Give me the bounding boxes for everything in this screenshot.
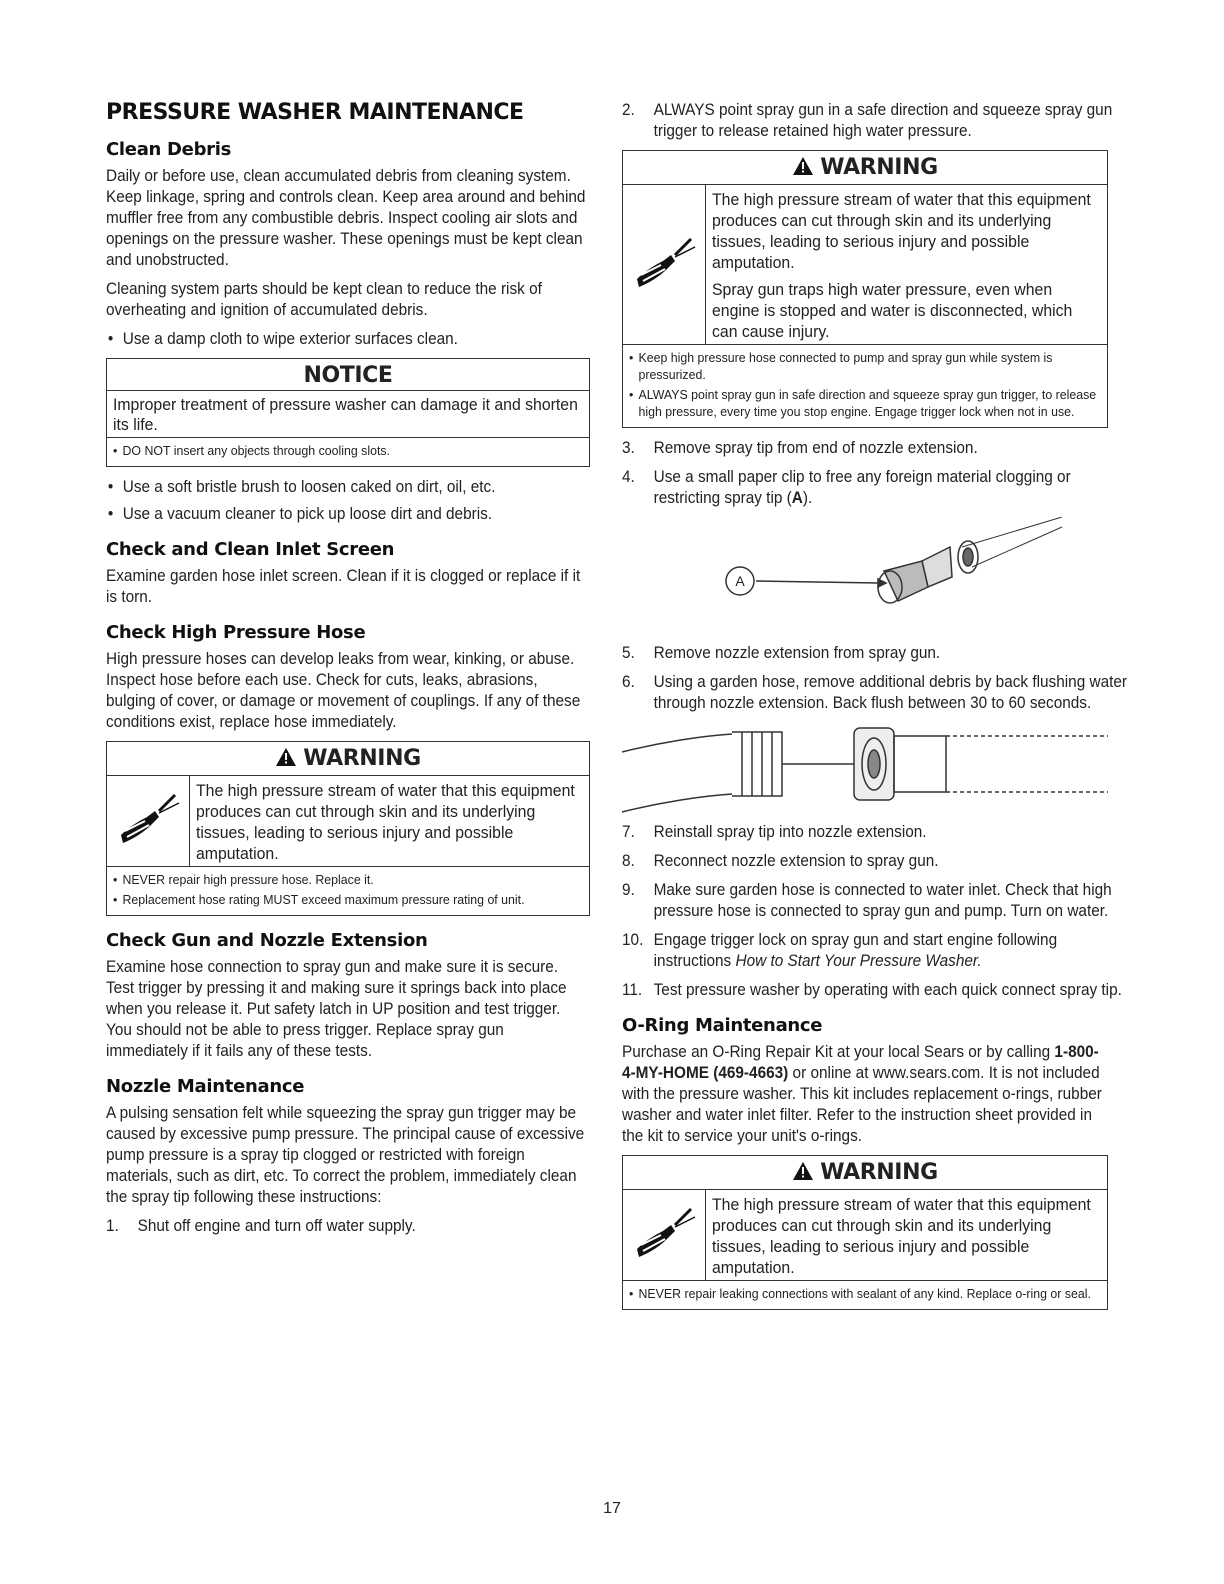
paragraph: Cleaning system parts should be kept clean to reduce the risk of overheating and ignition of accumulated debris. [106, 280, 542, 319]
step-item: 2. ALWAYS point spray gun in a safe direction and squeeze spray gun trigger to release retained high water pressure. [622, 101, 1113, 140]
list-item: • Use a soft bristle brush to loosen caked on dirt, oil, etc. [106, 477, 604, 498]
injection-hazard-icon [623, 1190, 706, 1280]
hose-connection-illustration [622, 722, 1108, 822]
step-list [622, 100, 1113, 142]
spray-tip-illustration [622, 517, 1108, 643]
paragraph: Purchase an O-Ring Repair Kit at your local Sears or by calling 1-800-4-MY-HOME (469-4663) or online at www.sears.com. It is not included with the pressure washer. This kit includes replacement o-rings, rubber washer and water inlet filter. Refer to the instruction sheet provided in the kit to service your unit's o-rings. [622, 1043, 1102, 1145]
heading-inlet-screen: Check and Clean Inlet Screen [106, 539, 395, 560]
step-item: 5. Remove nozzle extension from spray gun. [622, 644, 941, 662]
warning-text: The high pressure stream of water that this equipment produces can cut through skin and its underlying tissues, leading to serious injury and possible amputation. [712, 190, 1091, 272]
page-title: PRESSURE WASHER MAINTENANCE [106, 100, 524, 125]
notice-item: • DO NOT insert any objects through cooling slots. [113, 442, 591, 459]
step-item: 11. Test pressure washer by operating with each quick connect spray tip. [622, 981, 1122, 999]
warning-item: • NEVER repair leaking connections with sealant of any kind. Replace o-ring or seal. [629, 1285, 1109, 1302]
warning-header: WARNING [820, 155, 938, 180]
warning-header: WARNING [820, 1160, 938, 1185]
page-number: 17 [603, 1500, 621, 1517]
notice-header: NOTICE [107, 359, 589, 391]
list-item: • Use a vacuum cleaner to pick up loose dirt and debris. [106, 504, 604, 525]
warning-box [106, 741, 590, 916]
injection-hazard-icon [623, 185, 706, 344]
warning-text: The high pressure stream of water that this equipment produces can cut through skin and its underlying tissues, leading to serious injury and possible amputation. [196, 781, 575, 863]
notice-box [106, 358, 590, 467]
paragraph: A pulsing sensation felt while squeezing the spray gun trigger may be caused by excessive pump pressure. The principal cause of excessive pump pressure is a spray tip clogged or restricted with foreign materials, such as dirt, etc. To correct the problem, immediately clean the spray tip following these instructions: [106, 1104, 585, 1206]
warning-text: The high pressure stream of water that this equipment produces can cut through skin and its underlying tissues, leading to serious injury and possible amputation. [712, 1195, 1091, 1277]
paragraph: Examine garden hose inlet screen. Clean if it is clogged or replace if it is torn. [106, 567, 581, 606]
spray-tip-figure [622, 517, 1108, 643]
warning-text: Spray gun traps high water pressure, even when engine is stopped and water is disconnected, which can cause injury. [712, 280, 1073, 341]
paragraph: High pressure hoses can develop leaks from wear, kinking, or abuse. Inspect hose before each use. Check for cuts, leaks, abrasions, bulging of cover, or damage or movement of couplings. If any of these conditions exist, replace hose immediately. [106, 650, 581, 731]
bullet-list [106, 477, 590, 525]
step-item: 4. Use a small paper clip to free any foreign material clogging or restricting spray tip (A). [622, 468, 1071, 507]
list-item: • Use a damp cloth to wipe exterior surfaces clean. [106, 329, 604, 350]
bullet-list [106, 329, 590, 350]
heading-gun-nozzle: Check Gun and Nozzle Extension [106, 930, 428, 951]
step-list [622, 822, 1122, 1001]
warning-item: • NEVER repair high pressure hose. Replace it. [113, 871, 591, 888]
step-list [622, 438, 1108, 509]
step-item: 10. Engage trigger lock on spray gun and start engine following instructions How to Start Your Pressure Washer. [622, 931, 1058, 970]
callout-label: A [735, 573, 745, 589]
right-column [622, 100, 1128, 1320]
paragraph: Daily or before use, clean accumulated debris from cleaning system. Keep linkage, spring and controls clean. Keep area around and behind muffler free from any combustible debris. Inspect cooling air slots and openings on the pressure washer. These openings must be kept clean and unobstructed. [106, 167, 586, 269]
left-column [106, 100, 590, 1245]
injection-hazard-icon [107, 776, 190, 866]
warning-header: WARNING [303, 746, 421, 771]
step-item: 7. Reinstall spray tip into nozzle extension. [622, 823, 927, 841]
warning-triangle-icon [275, 747, 297, 773]
heading-clean-debris: Clean Debris [106, 139, 232, 160]
step-item: 8. Reconnect nozzle extension to spray gun. [622, 852, 939, 870]
paragraph: Examine hose connection to spray gun and make sure it is secure. Test trigger by pressing it and making sure it springs back into place when you release it. Put safety latch in UP position and test trigger. You should not be able to press trigger. Replace spray gun immediately if it fails any of these tests. [106, 958, 567, 1060]
step-item: 9. Make sure garden hose is connected to water inlet. Check that high pressure hose is connected to spray gun and pump. Turn on water. [622, 881, 1112, 920]
heading-nozzle-maintenance: Nozzle Maintenance [106, 1076, 305, 1097]
warning-triangle-icon [792, 1161, 814, 1187]
heading-high-pressure-hose: Check High Pressure Hose [106, 622, 366, 643]
notice-text: Improper treatment of pressure washer can damage it and shorten its life. [113, 395, 578, 434]
step-item: 6. Using a garden hose, remove additional debris by back flushing water through nozzle extension. Back flush between 30 to 60 seconds. [622, 673, 1128, 712]
heading-oring-maintenance: O-Ring Maintenance [622, 1015, 823, 1036]
step-item: 1. Shut off engine and turn off water supply. [106, 1217, 416, 1235]
warning-item: • Keep high pressure hose connected to pump and spray gun while system is pressurized. [629, 349, 1109, 383]
warning-box [622, 150, 1108, 428]
step-list [622, 643, 1128, 714]
warning-triangle-icon [792, 156, 814, 182]
step-item: 3. Remove spray tip from end of nozzle extension. [622, 439, 978, 457]
warning-box [622, 1155, 1108, 1310]
step-list [106, 1216, 590, 1237]
nozzle-flush-figure [622, 722, 1108, 822]
warning-item: • Replacement hose rating MUST exceed maximum pressure rating of unit. [113, 891, 591, 908]
warning-item: • ALWAYS point spray gun in safe direction and squeeze spray gun trigger, to release high pressure, every time you stop engine. Engage trigger lock when not in use. [629, 386, 1109, 420]
